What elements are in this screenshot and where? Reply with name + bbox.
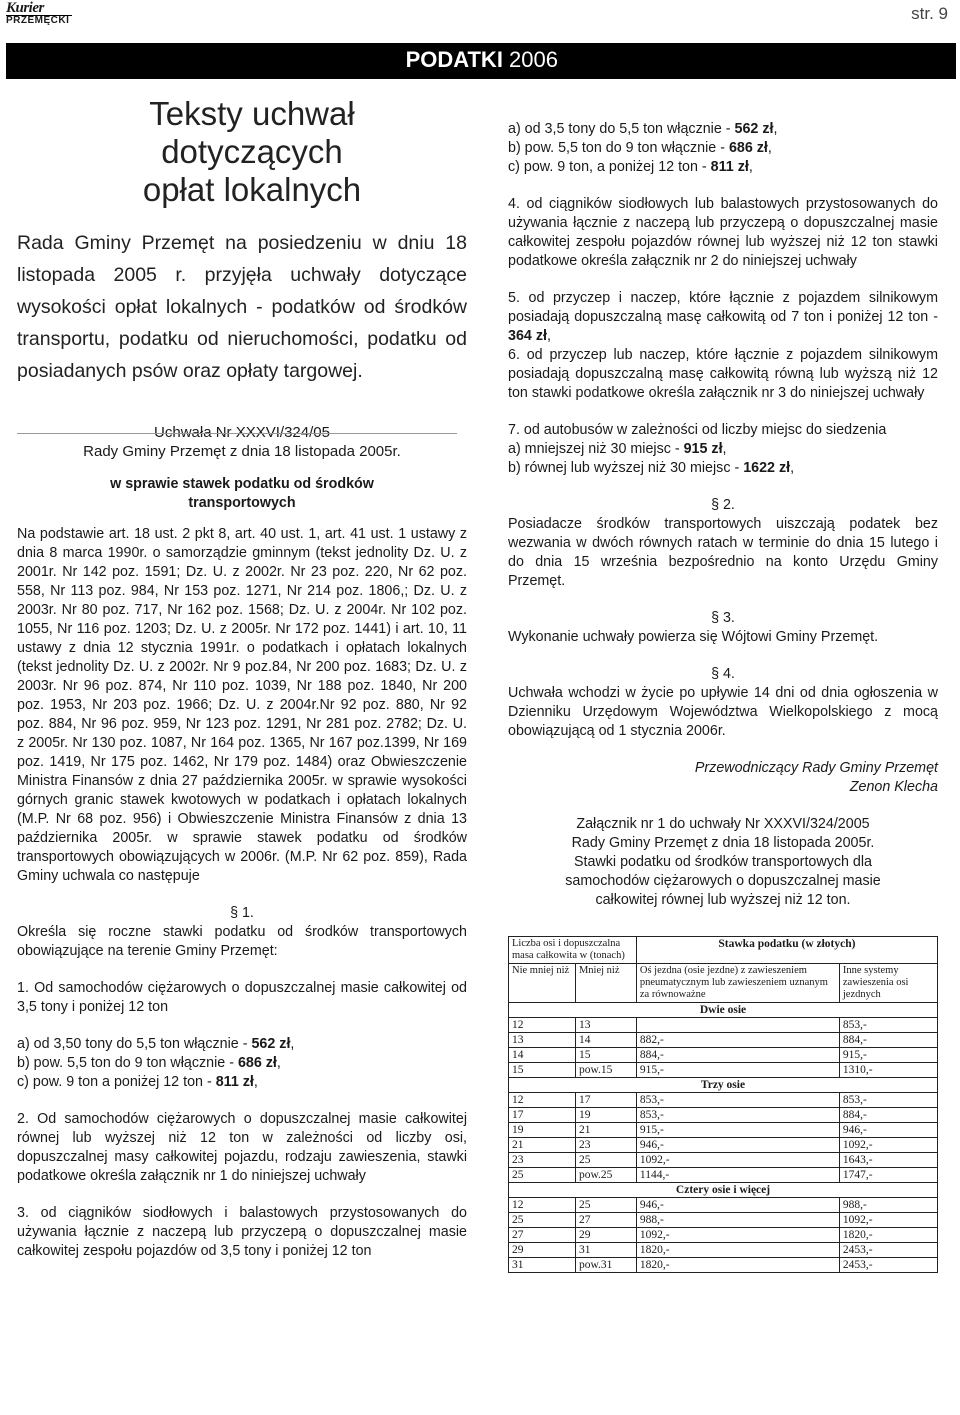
headline-line: dotyczących xyxy=(161,133,343,170)
table-cell: 23 xyxy=(575,1138,636,1153)
table-cell: 19 xyxy=(509,1123,576,1138)
item-4: 4. od ciągników siodłowych lub balastowych przystosowanych do używania łącznie z naczepą lub przyczepą o dopuszczalnej masie całkowitej zespołu pojazdów równej lub wyższej niż 12 ton stawki podatkowe określa załącznik nr 2 do niniejszej uchwały xyxy=(508,196,938,269)
table-cell: 19 xyxy=(575,1108,636,1123)
section-word: PODATKI xyxy=(405,47,503,72)
right-column xyxy=(508,120,938,1273)
table-cell: 2453,- xyxy=(839,1243,937,1258)
table-cell: 17 xyxy=(509,1108,576,1123)
table-row xyxy=(509,1108,938,1123)
table-cell: 14 xyxy=(509,1048,576,1063)
table-cell: 25 xyxy=(575,1153,636,1168)
table-cell: 988,- xyxy=(636,1213,839,1228)
rate-line: a) od 3,5 tony do 5,5 ton włącznie - 562 zł, xyxy=(508,121,778,137)
divider xyxy=(17,433,457,434)
page-number: str. 9 xyxy=(911,4,948,23)
annex-line: Rady Gminy Przemęt z dnia 18 listopada 2005r. xyxy=(571,835,875,851)
table-cell: 12 xyxy=(509,1018,576,1033)
table-header-other: Inne systemy zawieszenia osi jezdnych xyxy=(839,964,937,1003)
table-header-max: Mniej niż xyxy=(575,964,636,1003)
table-row xyxy=(509,1093,938,1108)
table-cell: 915,- xyxy=(636,1063,839,1078)
table-cell: 1144,- xyxy=(636,1168,839,1183)
table-cell: 31 xyxy=(509,1258,576,1273)
table-cell: 13 xyxy=(575,1018,636,1033)
paragraph-1-heading: § 1. xyxy=(230,905,254,921)
table-cell: 853,- xyxy=(636,1108,839,1123)
table-cell: 884,- xyxy=(839,1108,937,1123)
logo-top-text: Kurier xyxy=(6,0,44,16)
rate-line: a) od 3,50 tony do 5,5 ton włącznie - 562 zł, xyxy=(17,1036,295,1052)
table-cell: 1092,- xyxy=(839,1138,937,1153)
table-row xyxy=(509,1213,938,1228)
annex-line: całkowitej równej lub wyższej niż 12 ton. xyxy=(595,892,851,908)
table-cell: 23 xyxy=(509,1153,576,1168)
table-row xyxy=(509,1228,938,1243)
table-cell: 915,- xyxy=(839,1048,937,1063)
item-3: 3. od ciągników siodłowych i balastowych przystosowanych do używania łącznie z naczepą lub przyczepą o dopuszczalnej masie całkowitej zespołu pojazdów od 3,5 tony i poniżej 12 ton xyxy=(17,1205,467,1259)
table-cell: 31 xyxy=(575,1243,636,1258)
table-cell: 1092,- xyxy=(636,1153,839,1168)
table-row xyxy=(509,1153,938,1168)
resolution-date: Rady Gminy Przemęt z dnia 18 listopada 2005r. xyxy=(83,443,401,460)
item-7: 7. od autobusów w zależności od liczby miejsc do siedzenia xyxy=(508,422,887,438)
signer-name: Zenon Klecha xyxy=(849,779,938,795)
table-cell: 14 xyxy=(575,1033,636,1048)
section-title xyxy=(406,47,558,73)
table-cell: 12 xyxy=(509,1198,576,1213)
left-column xyxy=(17,95,467,1261)
table-row xyxy=(509,1063,938,1078)
table-cell: 13 xyxy=(509,1033,576,1048)
table-cell: 1092,- xyxy=(636,1228,839,1243)
paragraph-2-heading: § 2. xyxy=(711,497,735,513)
table-group-header: Cztery osie i więcej xyxy=(509,1183,938,1198)
newspaper-logo xyxy=(6,2,72,26)
table-row xyxy=(509,1048,938,1063)
annex-line: Stawki podatku od środków transportowych dla xyxy=(573,854,872,870)
paragraph-3-heading: § 3. xyxy=(711,610,735,626)
table-cell: 25 xyxy=(509,1168,576,1183)
article-headline xyxy=(17,95,487,209)
section-band xyxy=(6,43,956,79)
table-cell: 29 xyxy=(509,1243,576,1258)
table-header-min: Nie mniej niż xyxy=(509,964,576,1003)
table-cell: 27 xyxy=(509,1228,576,1243)
table-group-header: Dwie osie xyxy=(509,1003,938,1018)
resolution-title: Uchwała Nr XXXVI/324/05 xyxy=(154,424,330,441)
headline-line: opłat lokalnych xyxy=(142,171,362,208)
table-header-air: Oś jezdna (osie jezdne) z zawieszeniem pneumatycznym lub zawieszeniem uznanym za równoważne xyxy=(636,964,839,1003)
table-row xyxy=(509,1123,938,1138)
table-cell: 1820,- xyxy=(636,1258,839,1273)
rate-line: b) pow. 5,5 ton do 9 ton włącznie - 686 zł, xyxy=(508,140,772,156)
paragraph-3-text: Wykonanie uchwały powierza się Wójtowi Gminy Przemęt. xyxy=(508,629,879,645)
table-cell: 1747,- xyxy=(839,1168,937,1183)
annex-line: samochodów ciężarowych o dopuszczalnej masie xyxy=(565,873,881,889)
table-cell: 27 xyxy=(575,1213,636,1228)
table-cell: 25 xyxy=(575,1198,636,1213)
table-cell: 946,- xyxy=(636,1198,839,1213)
headline-line: Teksty uchwał xyxy=(149,95,355,132)
table-group-header: Trzy osie xyxy=(509,1078,938,1093)
table-cell: 1643,- xyxy=(839,1153,937,1168)
table-cell: pow.25 xyxy=(575,1168,636,1183)
table-cell: 12 xyxy=(509,1093,576,1108)
rate-line: a) mniejszej niż 30 miejsc - 915 zł, xyxy=(508,441,727,457)
paragraph-4-text: Uchwała wchodzi w życie po upływie 14 dni od dnia ogłoszenia w Dzienniku Urzędowym Województwa Wielkopolskiego z mocą obowiązującą od 1 stycznia 2006r. xyxy=(508,685,938,739)
table-cell: 853,- xyxy=(839,1093,937,1108)
table-cell: 988,- xyxy=(839,1198,937,1213)
table-cell: 946,- xyxy=(636,1138,839,1153)
table-row xyxy=(509,1198,938,1213)
table-cell: 882,- xyxy=(636,1033,839,1048)
table-cell: 1092,- xyxy=(839,1213,937,1228)
annex-line: Załącznik nr 1 do uchwały Nr XXXVI/324/2005 xyxy=(576,816,870,832)
table-cell: 21 xyxy=(509,1138,576,1153)
section-year: 2006 xyxy=(502,47,558,72)
table-cell: 853,- xyxy=(636,1093,839,1108)
preamble: Na podstawie art. 18 ust. 2 pkt 8, art. 40 ust. 1, art. 41 ust. 1 ustawy z dnia 8 marca 1990r. o samorządzie gminnym (tekst jednolity Dz. U. z 2001r. Nr 142 poz. 1591; Dz. U. z 2002r. Nr 23 poz. 220, Nr 62 poz. 558, Nr 113 poz. 984, Nr 153 poz. 1271, Nr 214 poz. 1806,; Dz. U. z 2003r. Nr 80 poz. 717, Nr 162 poz. 1568; Dz. U. z 2004r. Nr 102 poz. 1055, Nr 116 poz. 1203; Dz. U. z 2005r. Nr 172 poz. 1441) i art. 10, 11 ustawy z dnia 12 stycznia 1991r. o podatkach i opłatach lokalnych (tekst jednolity Dz. U. z 2002r. Nr 9 poz.84, Nr 200 poz. 1683; Dz. U. z 2003r. Nr 96 poz. 874, Nr 110 poz. 1039, Nr 188 poz. 1840, Nr 200 poz. 1953, Nr 203 poz. 1966; Dz. U. z 2004r.Nr 92 poz. 880, Nr 92 poz. 884, Nr 96 poz. 959, Nr 123 poz. 1291, Nr 281 poz. 2782; Dz. U. z 2005r. Nr 130 poz. 1087, Nr 164 poz. 1365, Nr 167 poz.1399, Nr 169 poz. 1419, Nr 175 poz. 1462, Nr 179 poz. 1484) oraz Obwieszczenie Ministra Finansów z dnia 27 października 2005r. w sprawie wysokości górnych granic stawek kwotowych w podatkach i opłatach lokalnych (M.P. Nr 68 poz. 956) i Obwieszczenie Ministra Finansów z dnia 13 października 2005r. w sprawie stawek podatku od środków transportowych obowiązujących w 2006r. (M.P. Nr 62 poz. 859), Rada Gminy uchwala co następuje xyxy=(17,526,467,884)
item-2: 2. Od samochodów ciężarowych o dopuszczalnej masie całkowitej równej lub wyższej niż 12 ton w zależności od liczby osi, dopuszczalnej masy całkowitej pojazdu, rodzaju zawieszenia, stawki podatkowe określa załącznik nr 1 do niniejszej uchwały xyxy=(17,1111,467,1184)
rate-line: c) pow. 9 ton a poniżej 12 ton - 811 zł, xyxy=(17,1074,258,1090)
paragraph-2-text: Posiadacze środków transportowych uiszczają podatek bez wezwania w dwóch równych ratach w terminie do dnia 15 lutego i do dnia 15 września bezpośrednio na konto Urzędu Gminy Przemęt. xyxy=(508,516,938,589)
table-row xyxy=(509,1168,938,1183)
table-row xyxy=(509,1243,938,1258)
table-cell: 915,- xyxy=(636,1123,839,1138)
signer-title: Przewodniczący Rady Gminy Przemęt xyxy=(694,760,938,776)
intro-paragraph: Rada Gminy Przemęt na posiedzeniu w dniu 18 listopada 2005 r. przyjęła uchwały dotyczące wysokości opłat lokalnych - podatków od środków transportu, podatku od nieruchomości, podatku od posiadanych psów oraz opłaty targowej. xyxy=(17,232,467,382)
table-cell: 17 xyxy=(575,1093,636,1108)
item-5: 5. od przyczep i naczep, które łącznie z pojazdem silnikowym posiadają dopuszczalną masę całkowitą od 7 ton i poniżej 12 ton - 364 zł, xyxy=(508,290,938,344)
table-header-rate: Stawka podatku (w złotych) xyxy=(636,937,937,964)
paragraph-4-heading: § 4. xyxy=(711,666,735,682)
rate-line: b) równej lub wyższej niż 30 miejsc - 1622 zł, xyxy=(508,460,795,476)
item-1: 1. Od samochodów ciężarowych o dopuszczalnej masie całkowitej od 3,5 tony i poniżej 12 ton xyxy=(17,980,467,1015)
rate-line: c) pow. 9 ton, a poniżej 12 ton - 811 zł, xyxy=(508,159,753,175)
table-cell: 1820,- xyxy=(839,1228,937,1243)
table-body xyxy=(509,1003,938,1273)
table-row xyxy=(509,1033,938,1048)
item-6: 6. od przyczep lub naczep, które łącznie z pojazdem silnikowym posiadają dopuszczalną masę całkowitą równą lub wyższą niż 12 ton stawki podatkowe określa załącznik nr 3 do niniejszej uchwały xyxy=(508,347,938,401)
table-header-axles: Liczba osi i dopuszczalna masa całkowita w (tonach) xyxy=(509,937,637,964)
table-row xyxy=(509,1258,938,1273)
table-cell: 946,- xyxy=(839,1123,937,1138)
table-cell xyxy=(636,1018,839,1033)
table-cell: 2453,- xyxy=(839,1258,937,1273)
table-cell: pow.31 xyxy=(575,1258,636,1273)
table-cell: 884,- xyxy=(636,1048,839,1063)
table-row xyxy=(509,1018,938,1033)
table-cell: 884,- xyxy=(839,1033,937,1048)
table-cell: 1310,- xyxy=(839,1063,937,1078)
table-cell: 15 xyxy=(509,1063,576,1078)
table-cell: 853,- xyxy=(839,1018,937,1033)
table-cell: pow.15 xyxy=(575,1063,636,1078)
table-cell: 15 xyxy=(575,1048,636,1063)
rate-line: b) pow. 5,5 ton do 9 ton włącznie - 686 zł, xyxy=(17,1055,281,1071)
table-cell: 21 xyxy=(575,1123,636,1138)
resolution-subject: w sprawie stawek podatku od środków transportowych xyxy=(110,476,374,511)
paragraph-1-text: Określa się roczne stawki podatku od środków transportowych obowiązujące na terenie Gminy Przemęt: xyxy=(17,924,467,959)
table-cell: 29 xyxy=(575,1228,636,1243)
table-row xyxy=(509,1138,938,1153)
logo-bottom-text: PRZEMĘCKI xyxy=(6,15,72,26)
tax-rate-table xyxy=(508,936,938,1273)
table-cell: 25 xyxy=(509,1213,576,1228)
table-cell: 1820,- xyxy=(636,1243,839,1258)
